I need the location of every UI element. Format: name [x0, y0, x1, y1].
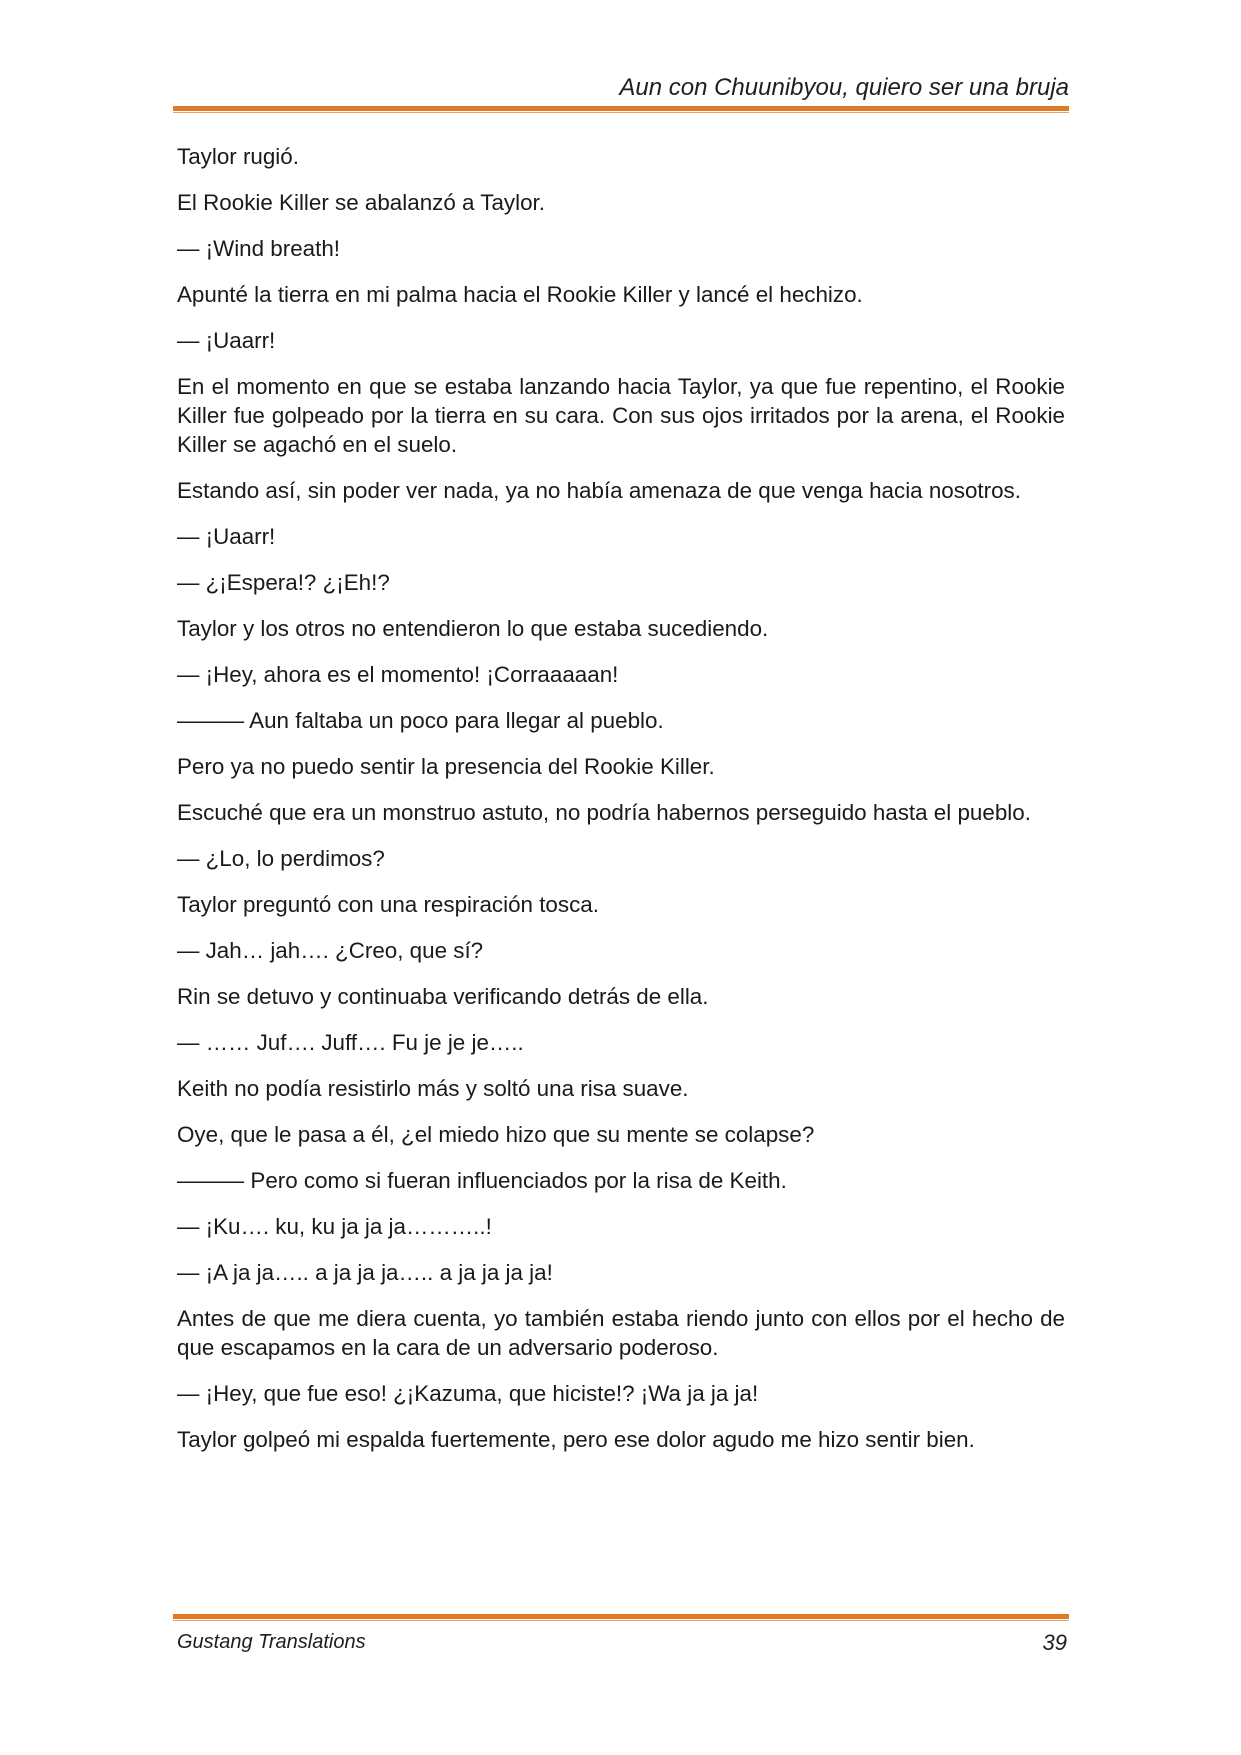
paragraph: En el momento en que se estaba lanzando hacia Taylor, ya que fue repentino, el Rookie Killer fue golpeado por la tierra en su cara. Con sus ojos irritados por la arena, el Rookie Killer se agachó en el suelo. — [177, 374, 1065, 457]
footer-translator: Gustang Translations — [177, 1631, 366, 1653]
paragraph: — ¿Lo, lo perdimos? — [177, 846, 385, 871]
body-text — [177, 142, 1065, 1454]
paragraph: Antes de que me diera cuenta, yo también estaba riendo junto con ellos por el hecho de que escapamos en la cara de un adversario poderoso. — [177, 1306, 1065, 1360]
paragraph: — ¡Uaarr! — [177, 524, 276, 549]
paragraph: Escuché que era un monstruo astuto, no podría habernos perseguido hasta el pueblo. — [177, 800, 1031, 825]
paragraph: Rin se detuvo y continuaba verificando detrás de ella. — [177, 984, 709, 1009]
paragraph: ——— Aun faltaba un poco para llegar al pueblo. — [177, 708, 664, 733]
paragraph: Taylor y los otros no entendieron lo que estaba sucediendo. — [177, 616, 769, 641]
paragraph: Estando así, sin poder ver nada, ya no había amenaza de que venga hacia nosotros. — [177, 478, 1021, 503]
paragraph: — ¡Hey, que fue eso! ¿¡Kazuma, que hiciste!? ¡Wa ja ja ja! — [177, 1381, 759, 1406]
paragraph: — ¡A ja ja….. a ja ja ja….. a ja ja ja ja! — [177, 1260, 553, 1285]
paragraph: El Rookie Killer se abalanzó a Taylor. — [177, 190, 545, 215]
header-divider — [173, 106, 1069, 113]
paragraph: — ¡Uaarr! — [177, 328, 276, 353]
paragraph: Taylor rugió. — [177, 144, 299, 169]
paragraph: Taylor golpeó mi espalda fuertemente, pero ese dolor agudo me hizo sentir bien. — [177, 1427, 975, 1452]
paragraph: Keith no podía resistirlo más y soltó una risa suave. — [177, 1076, 689, 1101]
page-number: 39 — [1042, 1630, 1067, 1655]
paragraph: — ¿¡Espera!? ¿¡Eh!? — [177, 570, 390, 595]
paragraph: — Jah… jah…. ¿Creo, que sí? — [177, 938, 484, 963]
paragraph: ——— Pero como si fueran influenciados por la risa de Keith. — [177, 1168, 787, 1193]
paragraph: — …… Juf…. Juff…. Fu je je je….. — [177, 1030, 524, 1055]
paragraph: — ¡Ku…. ku, ku ja ja ja………..! — [177, 1214, 492, 1239]
paragraph: Pero ya no puedo sentir la presencia del Rookie Killer. — [177, 754, 715, 779]
paragraph: — ¡Hey, ahora es el momento! ¡Corraaaaan! — [177, 662, 619, 687]
paragraph: Apunté la tierra en mi palma hacia el Rookie Killer y lancé el hechizo. — [177, 282, 863, 307]
footer-divider — [173, 1614, 1069, 1621]
paragraph: — ¡Wind breath! — [177, 236, 341, 261]
header-title: Aun con Chuunibyou, quiero ser una bruja — [619, 74, 1069, 101]
paragraph: Taylor preguntó con una respiración tosca. — [177, 892, 599, 917]
paragraph: Oye, que le pasa a él, ¿el miedo hizo que su mente se colapse? — [177, 1122, 815, 1147]
